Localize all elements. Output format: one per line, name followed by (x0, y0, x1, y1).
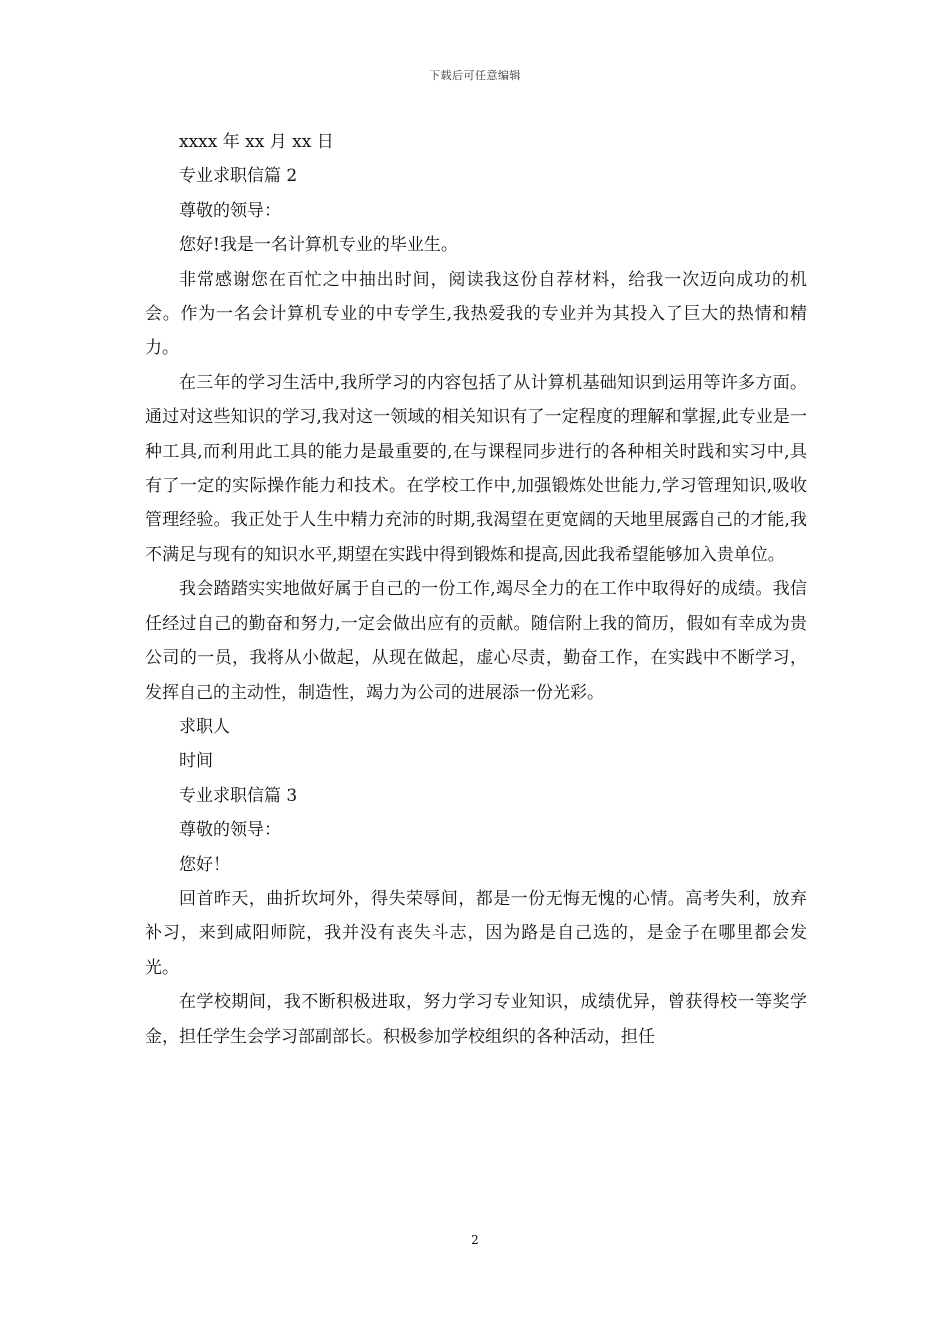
page-number: 2 (471, 1233, 479, 1247)
greeting: 您好!我是一名计算机专业的毕业生。 (179, 235, 458, 256)
body-paragraph: 在三年的学习生活中,我所学习的内容包括了从计算机基础知识到运用等许多方面。通过对这些知识的学习,我对这一领域的相关知识有了一定程度的理解和掌握,此专业是一种工具,而利用此工具的能力是最重要的,在与课程同步进行的各种相关时践和实习中,具有了一定的实际操作能力和技术。在学校工作中,加强锻炼处世能力,学习管理知识,吸收管理经验。我正处于人生中精力充沛的时期,我渴望在更宽阔的天地里展露自己的才能,我不满足与现有的知识水平,期望在实践中得到锻炼和提高,因此我希望能够加入贵单位。 (145, 372, 807, 565)
time-label: 时间 (179, 751, 213, 772)
body-paragraph: 在学校期间，我不断积极进取，努力学习专业知识，成绩优异，曾获得校一等奖学金，担任学生会学习部副部长。积极参加学校组织的各种活动，担任 (145, 992, 807, 1047)
greeting: 您好！ (179, 854, 230, 875)
page-header: 下载后可任意编辑 (429, 69, 521, 82)
body-paragraph: 回首昨天，曲折坎坷外，得失荣辱间，都是一份无悔无愧的心情。高考失利，放弃补习，来到咸阳师院，我并没有丧失斗志，因为路是自己选的，是金子在哪里都会发光。 (145, 888, 807, 978)
salutation: 尊敬的领导： (179, 200, 281, 221)
date-line: xxxx 年 xx 月 xx 日 (179, 132, 334, 152)
salutation: 尊敬的领导： (179, 820, 281, 841)
document-body (145, 125, 807, 1054)
section-title: 专业求职信篇 2 (179, 166, 298, 187)
body-paragraph: 非常感谢您在百忙之中抽出时间，阅读我这份自荐材料，给我一次迈向成功的机会。作为一名会计算机专业的中专学生,我热爱我的专业并为其投入了巨大的热情和精力。 (145, 269, 807, 359)
signature-label: 求职人 (179, 716, 230, 737)
section-title: 专业求职信篇 3 (179, 785, 298, 806)
body-paragraph: 我会踏踏实实地做好属于自己的一份工作,竭尽全力的在工作中取得好的成绩。我信任经过自己的勤奋和努力,一定会做出应有的贡献。随信附上我的简历，假如有幸成为贵公司的一员，我将从小做起，从现在做起，虚心尽责，勤奋工作，在实践中不断学习，发挥自己的主动性，制造性，竭力为公司的进展添一份光彩。 (145, 579, 807, 703)
